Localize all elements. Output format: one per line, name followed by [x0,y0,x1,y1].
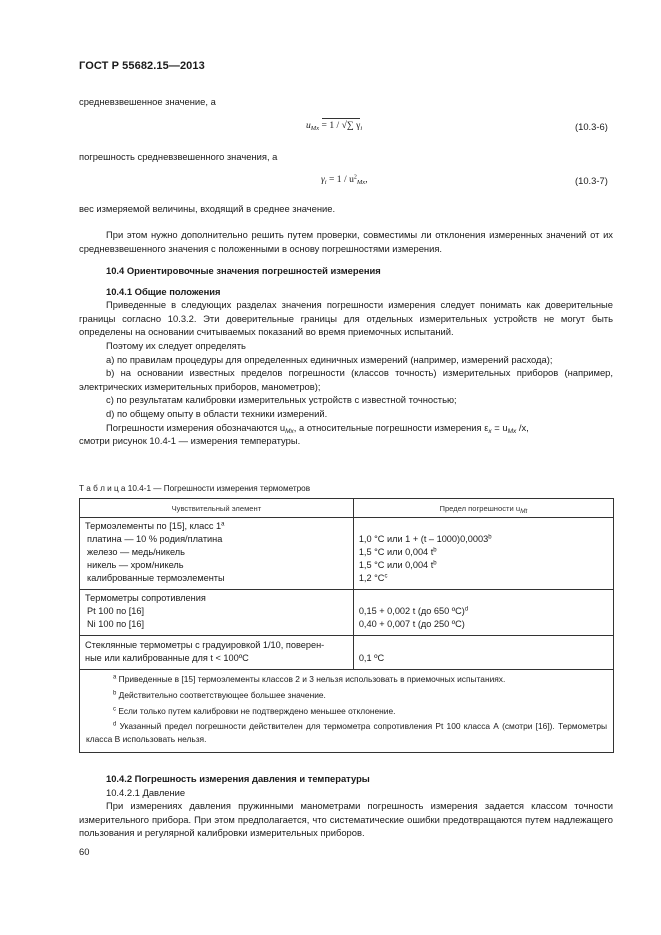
intro-line-2: погрешность средневзвешенного значения, а [79,151,278,162]
formula-10-3-6: $u_{Mx} = 1$ / √∑ $\gamma_i$ [306,120,363,132]
footnote: $^с$ Если только путем калибровки не подтверждено меньшее отклонение. [113,705,396,716]
table-row: никель — хром/никель [87,560,184,570]
intro-line-3: вес измеряемой величины, входящий в среднее значение. [79,203,336,214]
standard-designation: ГОСТ Р 55682.15—2013 [79,60,205,72]
thermometer-error-table [79,498,614,753]
footnote: $^а$ Приведенные в [15] термоэлементы классов 2 и 3 нельзя использовать в приемочных испытаниях. [113,674,506,684]
section-10-4: 10.4 Ориентировочные значения погрешностей измерения 10.4.1 Общие положения Приведенные в следующих разделах значения погрешности измерения следует понимать как доверительные границы согласно 10.3.2. Эти доверительные границы для отдельных измерительных устройств не могут быть определены на основании считываемых показаний во время приемочных испытаний. Поэтому их следует определять а) по правилам процедуры для определенных единичных измерений (например, измерений расхода); b) на основании известных пределов погрешности (классов точность) измерительных приборов (например, электрических измерительных приборов, манометров); с) по результатам калибровки измерительных устройств с известной точностью; d) по общему опыту в области техники измерений. Погрешности измерения обозначаются $u_{Mx}$, а относительные погрешности измерения $\varepsilon_x = u_{Mx}$ /x, смотри рисунок 10.4-1 — измерения температуры. [79,265,613,447]
subsection-heading: 10.4.1 Общие положения [106,285,221,297]
table-row: Ni 100 по [16] [87,619,145,629]
table-row: Pt 100 по [16] [87,606,145,616]
formula-10-3-7: $\gamma_i = 1 / u^2_{Mx}$, [321,174,368,186]
intro-line-1: средневзвешенное значение, а [79,96,216,107]
footnote: $^b$ Действительно соответствующее большее значение. [113,689,326,700]
table-row: железо — медь/никель [87,547,185,557]
section-heading: 10.4 Ориентировочные значения погрешностей измерения [106,265,381,276]
table-footnotes [80,670,614,753]
section-10-4-2: 10.4.2 Погрешность измерения давления и температуры 10.4.2.1 Давление При измерениях давления пружинными манометрами погрешность измерения задается классом точности измерительного прибора. При этом предполагается, что систематические ошибки предотвращаются путем надлежащего пользования и регулярной калибровки измерительных приборов. [79,773,613,839]
subsection-heading: 10.4.2.1 Давление [106,786,186,798]
table-group-glass: Стеклянные термометры с градуировкой 1/10, поверен- ные или калиброванные для t < 100ºС 0,1 ºС [80,636,614,670]
intro-paragraph: При этом нужно дополнительно решить путем проверки, совместимы ли отклонения измеренных значений от их средневзвешенного значения с положенными в основу погрешностями измерения. [79,229,613,254]
section-heading: 10.4.2 Погрешность измерения давления и температуры [106,773,370,784]
table-group-resistance: Термометры сопротивления Pt 100 по [16] Ni 100 по [16] 0,15 + 0,002 t (до 650 ºС)$^d$ 0,40 + 0,007 t (до 250 ºС) [80,590,614,636]
table-row: платина — 10 % родия/платина [87,534,223,544]
col-header-element: Чувствительный элемент [80,499,354,518]
table-group-thermocouples: Термоэлементы по [15], класс $1^а$ платина — 10 % родия/платина железо — медь/никель никель — хром/никель калиброванные термоэлементы 1,0 °С или 1 + (t – 1000)0,0003$^b$ 1,5 °С или 0,004 $t^b$ 1,5 °С или 0,004 $t^b$ 1,2 $^\circ С^с$ [80,518,614,590]
table-row: калиброванные термоэлементы [87,573,225,583]
formula-number-10-3-7: (10.3-7) [575,175,608,186]
footnote: $^d$ Указанный предел погрешности действителен для термометра сопротивления Pt 100 класса А (смотри [16]). Термометры класса В использовать нельзя. [86,721,607,745]
table-header-row [80,499,614,518]
relative-error-line: Погрешности измерения обозначаются $u_{Mx}$, а относительные погрешности измерения $\varepsilon_x = u_{Mx}$ /x, [106,421,529,435]
formula-number-10-3-6: (10.3-6) [575,121,608,132]
table-caption: Т а б л и ц а 10.4-1 — Погрешности измерения термометров [79,484,311,493]
col-header-limit: Предел погрешности $u_{Mt}$ [353,499,613,518]
page-number: 60 [79,846,90,857]
